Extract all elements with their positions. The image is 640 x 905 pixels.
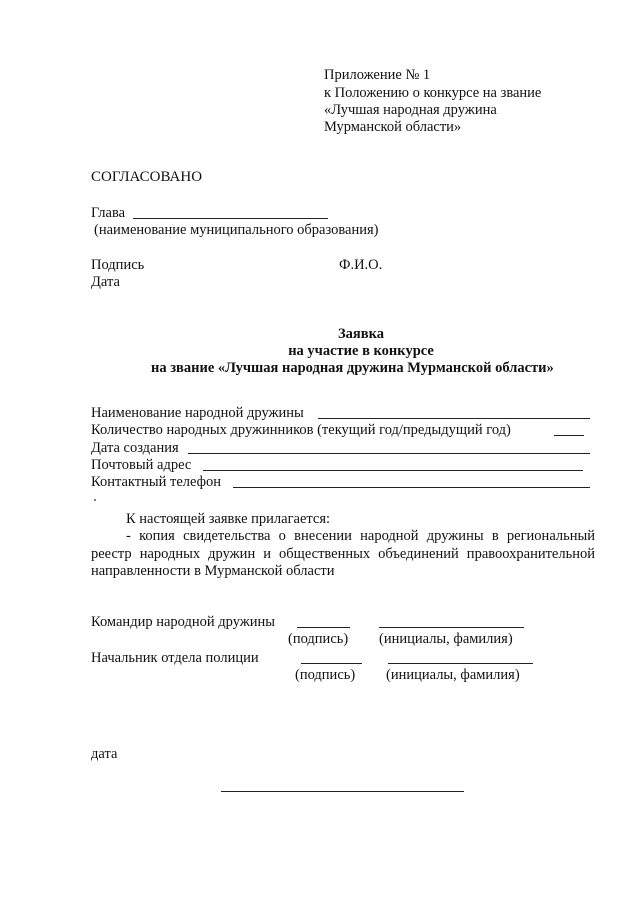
approval-heading: СОГЛАСОВАНО	[91, 169, 203, 185]
head-label: Глава	[91, 205, 126, 221]
title-line-3: на звание «Лучшая народная дружина Мурманской области»	[151, 360, 554, 376]
stray-mark	[94, 499, 96, 501]
title-line-1: Заявка	[338, 326, 384, 342]
appendix-line-3: «Лучшая народная дружина	[324, 102, 497, 118]
date-label: Дата	[91, 274, 120, 290]
signature-label: Подпись	[91, 257, 145, 273]
footer-date-label: дата	[91, 746, 118, 762]
commander-sign-hint: (подпись)	[288, 631, 349, 647]
appendix-line-2: к Положению о конкурсе на звание	[324, 85, 542, 101]
field-phone-label: Контактный телефон	[91, 474, 222, 490]
commander-sign-line	[297, 627, 350, 628]
appendix-line-1: Приложение № 1	[324, 67, 431, 83]
footer-date-line	[221, 791, 464, 792]
field-address-line	[203, 470, 583, 471]
commander-label: Командир народной дружины	[91, 614, 276, 630]
police-sign-hint: (подпись)	[295, 667, 356, 683]
attachments-intro: К настоящей заявке прилагается:	[126, 511, 331, 527]
head-hint: (наименование муниципального образования)	[94, 222, 379, 238]
appendix-line-4: Мурманской области»	[324, 119, 462, 135]
field-address-label: Почтовый адрес	[91, 457, 192, 473]
head-line	[133, 218, 328, 219]
title-line-2: на участие в конкурсе	[288, 343, 434, 359]
field-phone-line	[233, 487, 590, 488]
police-sign-line	[301, 663, 362, 664]
police-name-hint: (инициалы, фамилия)	[386, 667, 520, 683]
attachment-item-line-1: - копия свидетельства о внесении народной дружины в региональный	[126, 528, 595, 544]
field-created-line	[188, 453, 590, 454]
field-name-label: Наименование народной дружины	[91, 405, 304, 421]
field-count-line	[554, 435, 584, 436]
field-count-label: Количество народных дружинников (текущий год/предыдущий год)	[91, 422, 511, 438]
commander-name-hint: (инициалы, фамилия)	[379, 631, 513, 647]
fio-label: Ф.И.О.	[339, 257, 383, 273]
police-label: Начальник отдела полиции	[91, 650, 259, 666]
police-name-line	[388, 663, 533, 664]
attachment-item-line-3: направленности в Мурманской области	[91, 563, 335, 579]
attachment-item-line-2: реестр народных дружин и общественных объединений правоохранительной	[91, 546, 595, 562]
field-name-line	[318, 418, 590, 419]
commander-name-line	[379, 627, 524, 628]
field-created-label: Дата создания	[91, 440, 179, 456]
